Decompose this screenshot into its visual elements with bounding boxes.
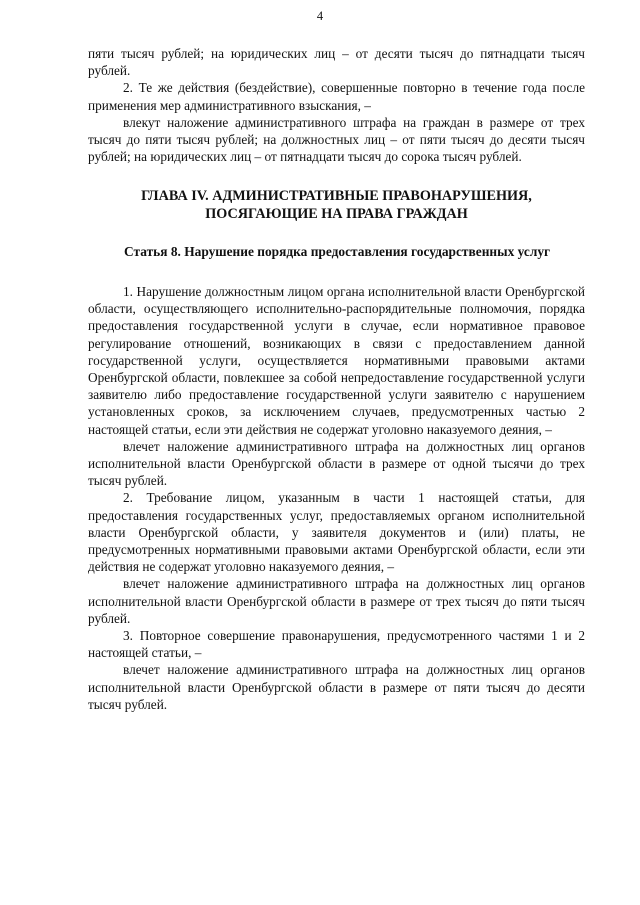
article-paragraph-3: 3. Повторное совершение правонарушения, предусмотренного частями 1 и 2 настоящей статьи, – [88,627,585,661]
paragraph-part-2: 2. Те же действия (бездействие), совершенные повторно в течение года после применения мер административного взыскания, – [88,80,585,113]
article-paragraph-2: 2. Требование лицом, указанным в части 1 настоящей статьи, для предоставления государственных услуг, предоставляемых органом исполнительной власти Оренбургской области, у заявителя документов и (или) платы, не предусмотренных нормативными правовыми актами Оренбургской области, если эти действия не содержат уголовно наказуемого деяния, – [88,490,585,575]
paragraph-continuation: пяти тысяч рублей; на юридических лиц – от десяти тысяч до пятнадцати тысяч рублей. [88,46,585,79]
article-paragraph-1: 1. Нарушение должностным лицом органа исполнительной власти Оренбургской области, осуществляющего исполнительно-распорядительные полномочия, порядка предоставления государственной услуги в случае, если нормативное правовое регулирование отношений, возникающих в связи с предоставлением данной государственной услуги, осуществляется нормативными правовыми актами Оренбургской области, повлекшее за собой непредоставление государственной услуги заявителю либо предоставление государственной услуги заявителю с нарушением установленных сроков, за исключением случаев, предусмотренных частью 2 настоящей статьи, если эти действия не содержат уголовно наказуемого деяния, – [88,283,585,437]
article-penalty-2: влечет наложение административного штрафа на должностных лиц органов исполнительной власти Оренбургской области в размере от трех тысяч до пяти тысяч рублей. [88,576,585,626]
article-title: Статья 8. Нарушение порядка предоставления государственных услуг [124,244,551,260]
document-body [88,45,585,713]
article-penalty-1: влечет наложение административного штрафа на должностных лиц органов исполнительной власти Оренбургской области в размере от одной тысячи до трех тысяч рублей. [88,438,585,489]
chapter-heading [88,187,585,223]
chapter-heading-line-1: ГЛАВА IV. АДМИНИСТРАТИВНЫЕ ПРАВОНАРУШЕНИЯ, [141,188,532,205]
paragraph-penalty: влекут наложение административного штрафа на граждан в размере от трех тысяч до пяти тысяч рублей; на должностных лиц – от пяти тысяч до десяти тысяч рублей; на юридических лиц – от пятнадцати тысяч до сорока тысяч рублей. [88,114,585,165]
chapter-heading-line-2: ПОСЯГАЮЩИЕ НА ПРАВА ГРАЖДАН [205,206,468,223]
page-number: 4 [316,9,324,23]
article-penalty-3: влечет наложение административного штрафа на должностных лиц органов исполнительной власти Оренбургской области в размере от пяти тысяч до десяти тысяч рублей. [88,662,585,712]
article-heading [88,243,585,261]
